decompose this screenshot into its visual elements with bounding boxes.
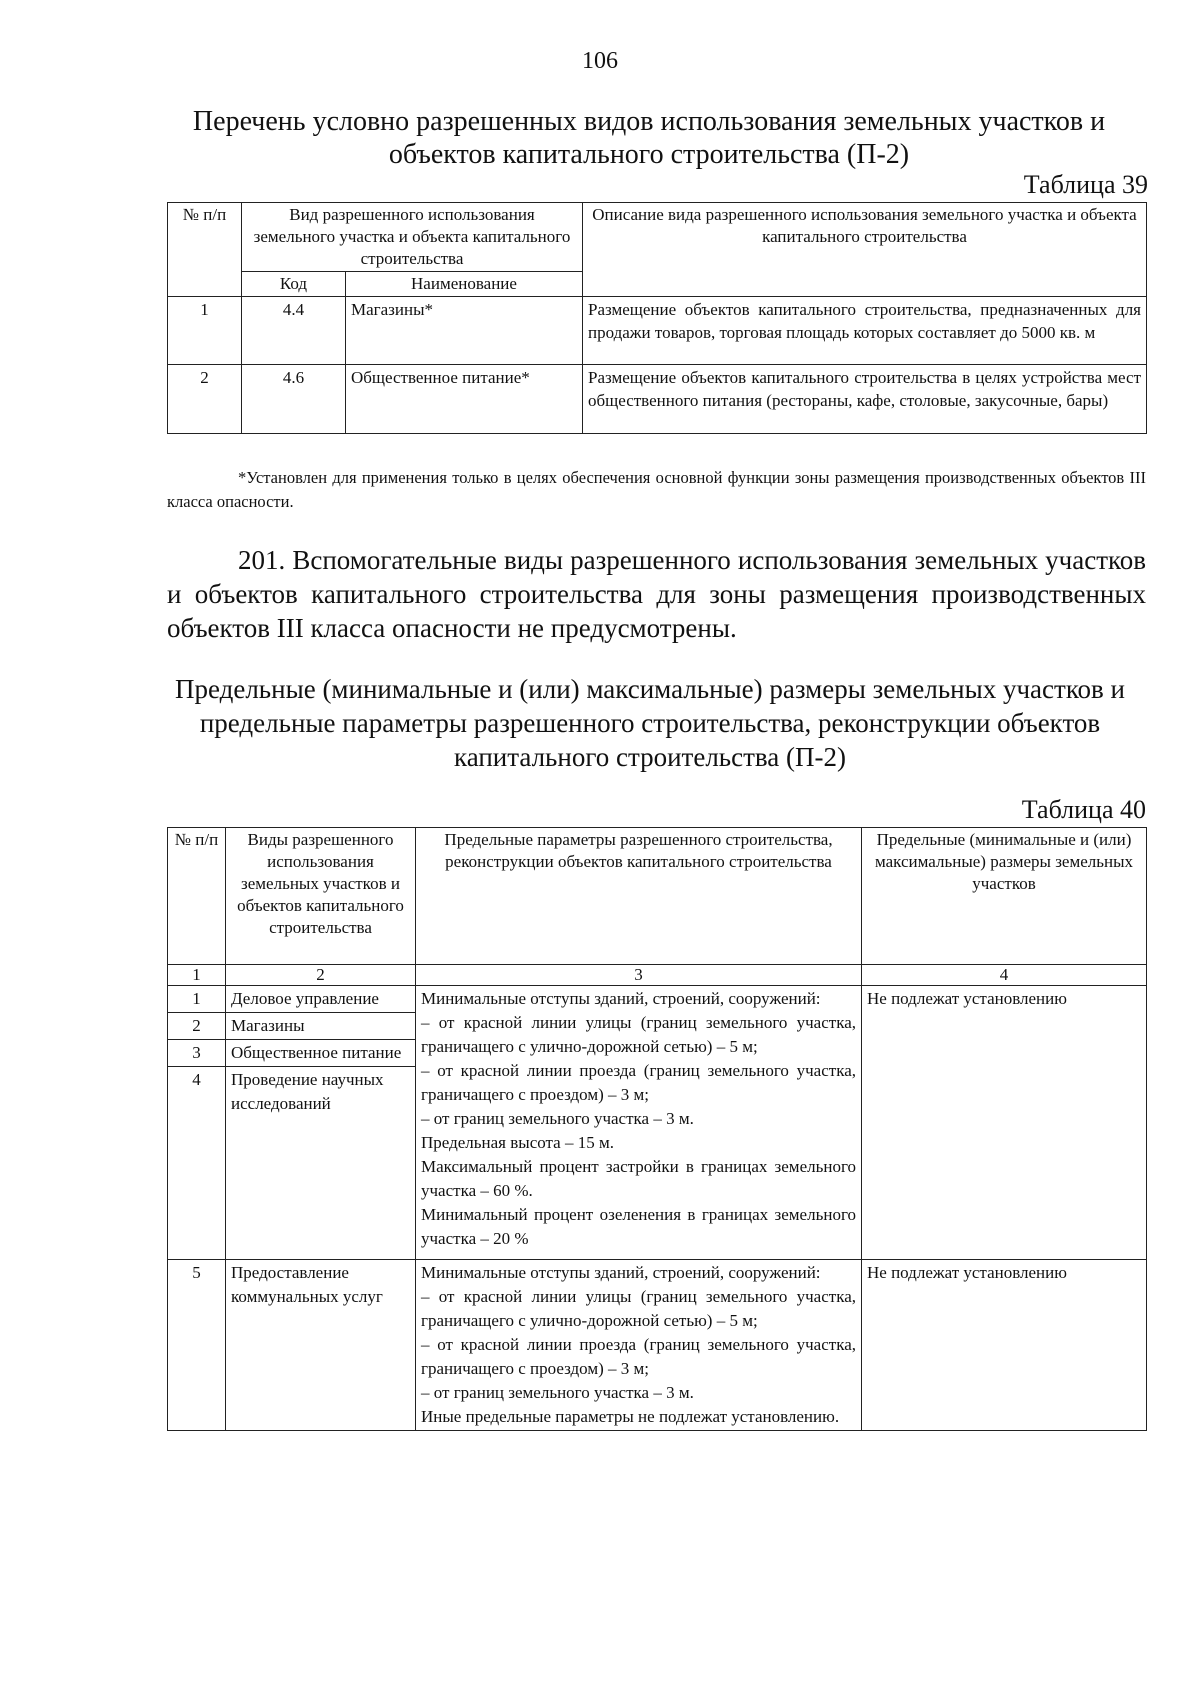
table39-header-description: Описание вида разрешенного использования земельного участка и объекта капитального строительства bbox=[583, 203, 1147, 297]
table39-row2-num: 2 bbox=[168, 365, 242, 434]
table-row bbox=[168, 297, 1147, 365]
params-line: – от границ земельного участка – 3 м. bbox=[421, 1109, 694, 1128]
table39-footnote bbox=[167, 466, 1146, 514]
table40-group2-sizes: Не подлежат установлению bbox=[862, 1260, 1147, 1431]
table40-group1-params bbox=[416, 986, 862, 1260]
table39-row2-name: Общественное питание* bbox=[346, 365, 583, 434]
paragraph-201 bbox=[167, 543, 1146, 645]
params-line: – от границ земельного участка – 3 м. bbox=[421, 1383, 694, 1402]
table40-row2-num: 2 bbox=[168, 1013, 226, 1040]
table40-colnum-row bbox=[168, 965, 1147, 986]
params-line: Минимальные отступы зданий, строений, сооружений: bbox=[421, 989, 821, 1008]
table39-header-kind: Вид разрешенного использования земельного участка и объекта капитального строительства bbox=[242, 203, 583, 272]
table-row bbox=[168, 365, 1147, 434]
params-line: – от красной линии улицы (границ земельного участка, граничащего с улично-дорожной сетью) – 5 м; bbox=[421, 1287, 856, 1330]
table40-row1-num: 1 bbox=[168, 986, 226, 1013]
table39-row1-description: Размещение объектов капитального строительства, предназначенных для продажи товаров, торговая площадь которых составляет до 5000 кв. м bbox=[583, 297, 1147, 365]
table39-header-row bbox=[168, 203, 1147, 272]
table39-header-name: Наименование bbox=[346, 272, 583, 297]
params-line: – от красной линии улицы (границ земельного участка, граничащего с улично-дорожной сетью) – 5 м; bbox=[421, 1013, 856, 1056]
table40-header-row bbox=[168, 828, 1147, 965]
table40-row3-kind: Общественное питание bbox=[226, 1040, 416, 1067]
paragraph-text: Вспомогательные виды разрешенного использования земельных участков и объектов капитального строительства для зоны размещения производственных объектов III класса опасности не предусмотрены. bbox=[167, 545, 1147, 643]
table40-colnum-3: 3 bbox=[416, 965, 862, 986]
table40-row2-kind: Магазины bbox=[226, 1013, 416, 1040]
table-40 bbox=[167, 827, 1147, 1431]
section2-title: Предельные (минимальные и (или) максимальные) размеры земельных участков и предельные параметры разрешенного строительства, реконструкции объектов капитального строительства (П-2) bbox=[174, 674, 1126, 772]
table40-group1-sizes: Не подлежат установлению bbox=[862, 986, 1147, 1260]
params-line: Максимальный процент застройки в границах земельного участка – 60 %. bbox=[421, 1157, 856, 1200]
table39-header-code: Код bbox=[242, 272, 346, 297]
table39-row1-code: 4.4 bbox=[242, 297, 346, 365]
table40-colnum-1: 1 bbox=[168, 965, 226, 986]
table39-header-num: № п/п bbox=[168, 203, 242, 297]
table-39 bbox=[167, 202, 1147, 434]
table40-row4-num: 4 bbox=[168, 1067, 226, 1260]
table39-row1-name: Магазины* bbox=[346, 297, 583, 365]
table39-row2-code: 4.6 bbox=[242, 365, 346, 434]
table40-row3-num: 3 bbox=[168, 1040, 226, 1067]
footnote-text: *Установлен для применения только в целях обеспечения основной функции зоны размещения производственных объектов III класса опасности. bbox=[167, 468, 1146, 511]
params-line: – от красной линии проезда (границ земельного участка, граничащего с проездом) – 3 м; bbox=[421, 1061, 856, 1104]
table39-row1-num: 1 bbox=[168, 297, 242, 365]
page-number: 106 bbox=[582, 48, 618, 74]
table40-colnum-2: 2 bbox=[226, 965, 416, 986]
table40-row4-kind: Проведение научных исследований bbox=[226, 1067, 416, 1260]
params-line: Предельная высота – 15 м. bbox=[421, 1133, 614, 1152]
table40-group2-params bbox=[416, 1260, 862, 1431]
table40-header-params: Предельные параметры разрешенного строительства, реконструкции объектов капитального строительства bbox=[416, 828, 862, 965]
paragraph-number: 201. bbox=[238, 545, 286, 575]
params-line: Минимальный процент озеленения в границах земельного участка – 20 % bbox=[421, 1205, 856, 1248]
params-line: Минимальные отступы зданий, строений, сооружений: bbox=[421, 1263, 821, 1282]
table-row bbox=[168, 1260, 1147, 1431]
table40-row5-num: 5 bbox=[168, 1260, 226, 1431]
table39-row2-description: Размещение объектов капитального строительства в целях устройства мест общественного питания (рестораны, кафе, столовые, закусочные, бары) bbox=[583, 365, 1147, 434]
table40-caption: Таблица 40 bbox=[1021, 795, 1146, 824]
params-line: – от красной линии проезда (границ земельного участка, граничащего с проездом) – 3 м; bbox=[421, 1335, 856, 1378]
table40-header-num: № п/п bbox=[168, 828, 226, 965]
table40-colnum-4: 4 bbox=[862, 965, 1147, 986]
table40-row5-kind: Предоставление коммунальных услуг bbox=[226, 1260, 416, 1431]
section1-title: Перечень условно разрешенных видов использования земельных участков и объектов капитального строительства (П-2) bbox=[192, 106, 1106, 170]
table39-caption: Таблица 39 bbox=[1023, 170, 1148, 199]
table40-row1-kind: Деловое управление bbox=[226, 986, 416, 1013]
table-row bbox=[168, 986, 1147, 1013]
table40-header-kinds: Виды разрешенного использования земельных участков и объектов капитального строительства bbox=[226, 828, 416, 965]
table40-header-sizes: Предельные (минимальные и (или) максимальные) размеры земельных участков bbox=[862, 828, 1147, 965]
params-line: Иные предельные параметры не подлежат установлению. bbox=[421, 1407, 840, 1426]
